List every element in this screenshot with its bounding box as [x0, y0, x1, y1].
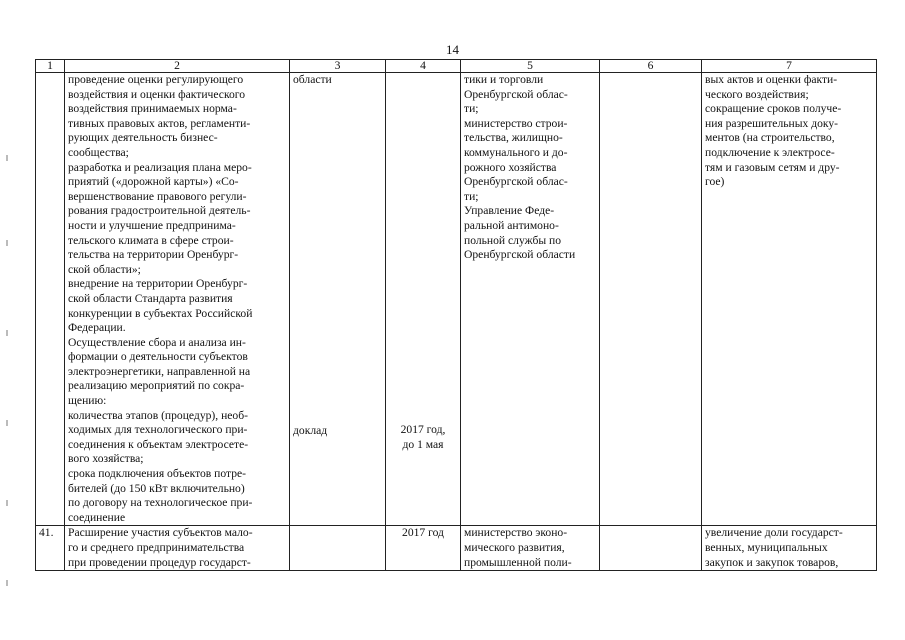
- text-line: тельства на территории Оренбург-: [68, 248, 239, 262]
- text-line: тивных правовых актов, регламенти-: [68, 116, 251, 130]
- text-line: ральной антимоно-: [464, 218, 559, 232]
- text-line: Федерации.: [68, 321, 126, 335]
- deadline-cell: [386, 73, 461, 526]
- text-line: проведение оценки регулирующего: [68, 73, 244, 86]
- text-line: тям и газовым сетям и дру-: [705, 160, 840, 174]
- deadline-cell: 2017 год: [386, 526, 461, 571]
- form-cell: [290, 73, 386, 526]
- column-header: 1: [36, 60, 65, 73]
- text-line: венных, муниципальных: [705, 541, 828, 554]
- text-line: ской области»;: [68, 262, 141, 276]
- text-line: ходимых для технологического при-: [68, 423, 248, 437]
- text-line: количества этапов (процедур), необ-: [68, 408, 248, 422]
- text-line: ти;: [464, 189, 479, 203]
- text-line: соединения к объектам электросете-: [68, 437, 249, 451]
- form-cell: [290, 526, 386, 571]
- scan-margin-mark: [6, 580, 8, 586]
- text-line: Осуществление сбора и анализа ин-: [68, 335, 246, 349]
- text-line: приятий («дорожной карты») «Со-: [68, 175, 239, 189]
- text-line: промышленной поли-: [464, 555, 572, 569]
- text-line: разработка и реализация плана меро-: [68, 160, 252, 174]
- text-line: конкуренции в субъектах Российской: [68, 306, 253, 320]
- text-line: увеличение доли государст-: [705, 526, 843, 540]
- text-line: бителей (до 150 кВт включительно): [68, 481, 245, 495]
- text-line: рожного хозяйства: [464, 160, 557, 174]
- page-number: 14: [446, 42, 459, 57]
- text-line: вых актов и оценки факти-: [705, 73, 838, 86]
- text-line: электроэнергетики, направленной на: [68, 364, 251, 378]
- text-line: Оренбургской облас-: [464, 87, 568, 101]
- text-line: тельства, жилищно-: [464, 131, 563, 145]
- column-header: 2: [65, 60, 290, 73]
- scan-margin-mark: [6, 330, 8, 336]
- text-line: Управление Феде-: [464, 204, 555, 218]
- text-line: министерство эконо-: [464, 526, 568, 540]
- table-header-row: [36, 60, 877, 73]
- scan-margin-mark: [6, 240, 8, 246]
- text-line: рования градостроительной деятель-: [68, 204, 251, 218]
- scan-margin-mark: [6, 420, 8, 426]
- column-header: 6: [600, 60, 702, 73]
- text-line: ния разрешительных доку-: [705, 116, 839, 130]
- measure-cell: [65, 73, 290, 526]
- text-line: тики и торговли: [464, 73, 544, 86]
- responsible-cell: [461, 526, 600, 571]
- row-number-cell: [36, 73, 65, 526]
- text-line: реализацию мероприятий по сокра-: [68, 379, 245, 393]
- text-line: воздействия принимаемых норма-: [68, 102, 237, 116]
- text-line: го и среднего предпринимательства: [68, 541, 245, 554]
- table-row: [36, 526, 877, 571]
- responsible-cell: [461, 73, 600, 526]
- text-line: Оренбургской области: [464, 248, 576, 262]
- text-line: Расширение участия субъектов мало-: [68, 526, 253, 540]
- text-line: ческого воздействия;: [705, 87, 809, 101]
- column-header: 5: [461, 60, 600, 73]
- text-line: польной службы по: [464, 233, 562, 247]
- form-text-top: области: [293, 73, 332, 86]
- text-line: воздействия и оценки фактического: [68, 87, 246, 101]
- text-line: тельского климата в сфере строи-: [68, 233, 234, 247]
- text-line: ти;: [464, 102, 479, 116]
- text-line: коммунального и до-: [464, 145, 568, 159]
- table-row: [36, 73, 877, 526]
- scan-margin-mark: [6, 500, 8, 506]
- text-line: 2017 год,: [400, 423, 446, 436]
- row-number-cell: 41.: [36, 526, 65, 571]
- text-line: мического развития,: [464, 541, 565, 554]
- text-line: срока подключения объектов потре-: [68, 467, 247, 481]
- text-line: вершенствование правового регули-: [68, 189, 247, 203]
- column-header: 7: [702, 60, 877, 73]
- text-line: до 1 мая: [402, 437, 444, 451]
- column-header: 4: [386, 60, 461, 73]
- text-line: при проведении процедур государст-: [68, 555, 251, 569]
- empty-cell: [600, 73, 702, 526]
- text-line: вого хозяйства;: [68, 452, 144, 466]
- text-line: внедрение на территории Оренбург-: [68, 277, 248, 291]
- text-line: закупок и закупок товаров,: [705, 555, 839, 569]
- text-line: щению:: [68, 394, 107, 408]
- text-line: сокращение сроков получе-: [705, 102, 842, 116]
- text-line: министерство строи-: [464, 116, 568, 130]
- text-line: подключение к электросе-: [705, 145, 835, 159]
- result-cell: [702, 526, 877, 571]
- form-text-bottom: доклад: [293, 423, 328, 437]
- scan-margin-mark: [6, 155, 8, 161]
- text-line: гое): [705, 175, 725, 189]
- text-line: ментов (на строительство,: [705, 131, 835, 145]
- text-line: формации о деятельности субъектов: [68, 350, 248, 364]
- column-header: 3: [290, 60, 386, 73]
- empty-cell: [600, 526, 702, 571]
- text-line: рующих деятельность бизнес-: [68, 131, 218, 145]
- measure-cell: [65, 526, 290, 571]
- text-line: Оренбургской облас-: [464, 175, 568, 189]
- text-line: ской области Стандарта развития: [68, 291, 233, 305]
- text-line: сообщества;: [68, 145, 129, 159]
- text-line: по договору на технологическое при-: [68, 496, 253, 510]
- text-line: соединение: [68, 510, 126, 524]
- measures-table: [35, 59, 877, 571]
- result-cell: [702, 73, 877, 526]
- text-line: ности и улучшение предпринима-: [68, 218, 236, 232]
